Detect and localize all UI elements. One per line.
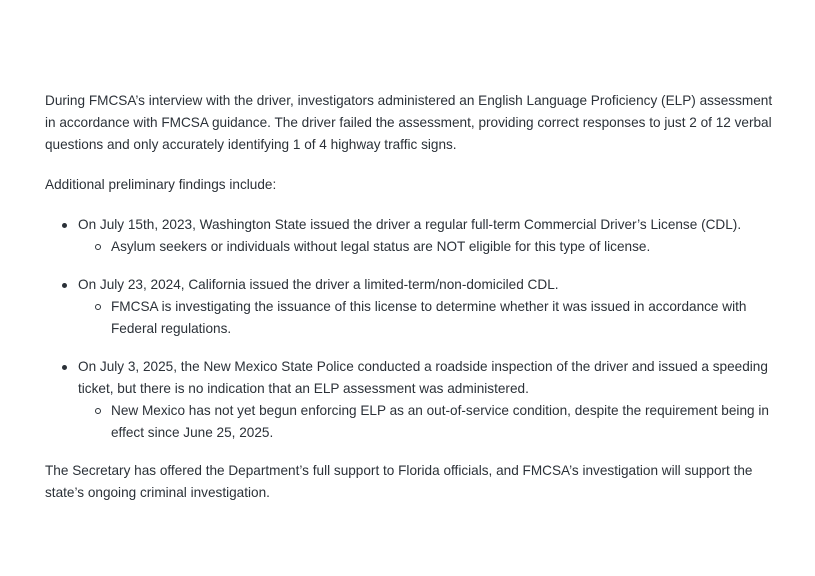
article-body [45, 90, 775, 522]
finding-sub-item: New Mexico has not yet begun enforcing ELP as an out-of-service condition, despite the requirement being in effect since June 25, 2025. [78, 400, 775, 444]
finding-text: On July 23, 2024, California issued the driver a limited-term/non-domiciled CDL. [78, 277, 559, 292]
intro-paragraph: During FMCSA’s interview with the driver, investigators administered an English Language Proficiency (ELP) assessment in accordance with FMCSA guidance. The driver failed the assessment, providing correct responses to just 2 of 12 verbal questions and only accurately identifying 1 of 4 highway traffic signs. [45, 93, 773, 152]
finding-item [45, 274, 775, 340]
finding-item [45, 356, 775, 444]
findings-list [45, 214, 775, 444]
closing-paragraph: The Secretary has offered the Department’s full support to Florida officials, and FMCSA’s investigation will support the state’s ongoing criminal investigation. [45, 463, 753, 500]
finding-sub-item: FMCSA is investigating the issuance of this license to determine whether it was issued in accordance with Federal regulations. [78, 296, 775, 340]
finding-text: On July 15th, 2023, Washington State issued the driver a regular full-term Commercial Driver’s License (CDL). [78, 217, 742, 232]
finding-text: On July 3, 2025, the New Mexico State Police conducted a roadside inspection of the driver and issued a speeding ticket, but there is no indication that an ELP assessment was administered. [78, 359, 768, 396]
finding-item [45, 214, 775, 258]
finding-sub-list [78, 400, 775, 444]
finding-sub-item: Asylum seekers or individuals without legal status are NOT eligible for this type of license. [78, 236, 775, 258]
finding-sub-list [78, 296, 775, 340]
finding-sub-list [78, 236, 775, 258]
findings-heading: Additional preliminary findings include: [45, 177, 277, 192]
